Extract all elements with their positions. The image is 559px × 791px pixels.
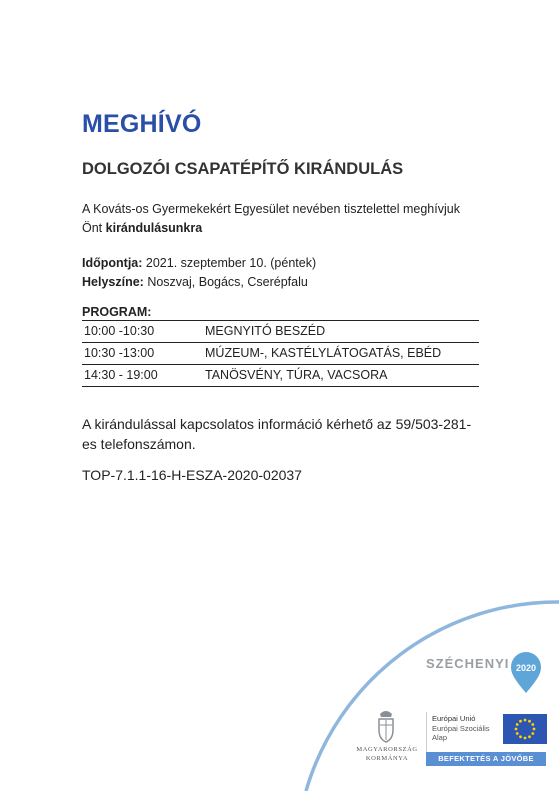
invitation-title: MEGHÍVÓ — [82, 110, 202, 138]
szechenyi-2020-pin-icon — [509, 652, 543, 694]
eu-line1: Európai Unió — [432, 714, 476, 723]
szechenyi-label: SZÉCHENYI — [426, 656, 510, 671]
program-time: 14:30 - 19:00 — [84, 368, 158, 382]
eu-line3: Alap — [432, 733, 448, 742]
place-value: Noszvaj, Bogács, Cserépfalu — [147, 275, 308, 289]
gov-line2: KORMÁNYA — [365, 755, 409, 762]
contact-info: A kirándulással kapcsolatos információ kérhető az 59/503-281-es telefonszámon. — [82, 416, 472, 452]
eu-fund-label — [432, 714, 490, 743]
program-heading: PROGRAM: — [82, 305, 152, 319]
project-code: TOP-7.1.1-16-H-ESZA-2020-02037 — [82, 467, 302, 483]
invitation-subtitle: DOLGOZÓI CSAPATÉPÍTŐ KIRÁNDULÁS — [82, 160, 404, 178]
intro-text: A Kováts-os Gyermekekért Egyesület nevében tisztelettel meghívjuk Önt — [82, 202, 460, 235]
program-time: 10:30 -13:00 — [84, 346, 155, 360]
date-value: 2021. szeptember 10. (péntek) — [145, 256, 317, 270]
program-event: MEGNYITÓ BESZÉD — [205, 324, 326, 338]
eu-line2: Európai Szociális — [432, 723, 490, 733]
program-event: TANÖSVÉNY, TÚRA, VACSORA — [205, 368, 388, 382]
date-label: Időpontja: — [82, 256, 143, 270]
invest-banner: BEFEKTETÉS A JÖVŐBE — [426, 752, 546, 766]
government-label — [350, 745, 424, 763]
intro-bold-text: kirándulásunkra — [105, 221, 203, 235]
program-event: MÚZEUM-, KASTÉLYLÁTOGATÁS, EBÉD — [205, 346, 442, 360]
coat-of-arms-icon — [376, 706, 396, 744]
program-time: 10:00 -10:30 — [84, 324, 155, 338]
gov-line1: MAGYARORSZÁG — [356, 746, 418, 753]
eu-flag-icon — [503, 714, 547, 744]
szechenyi-year: 2020 — [515, 663, 537, 673]
place-label: Helyszíne: — [82, 275, 144, 289]
